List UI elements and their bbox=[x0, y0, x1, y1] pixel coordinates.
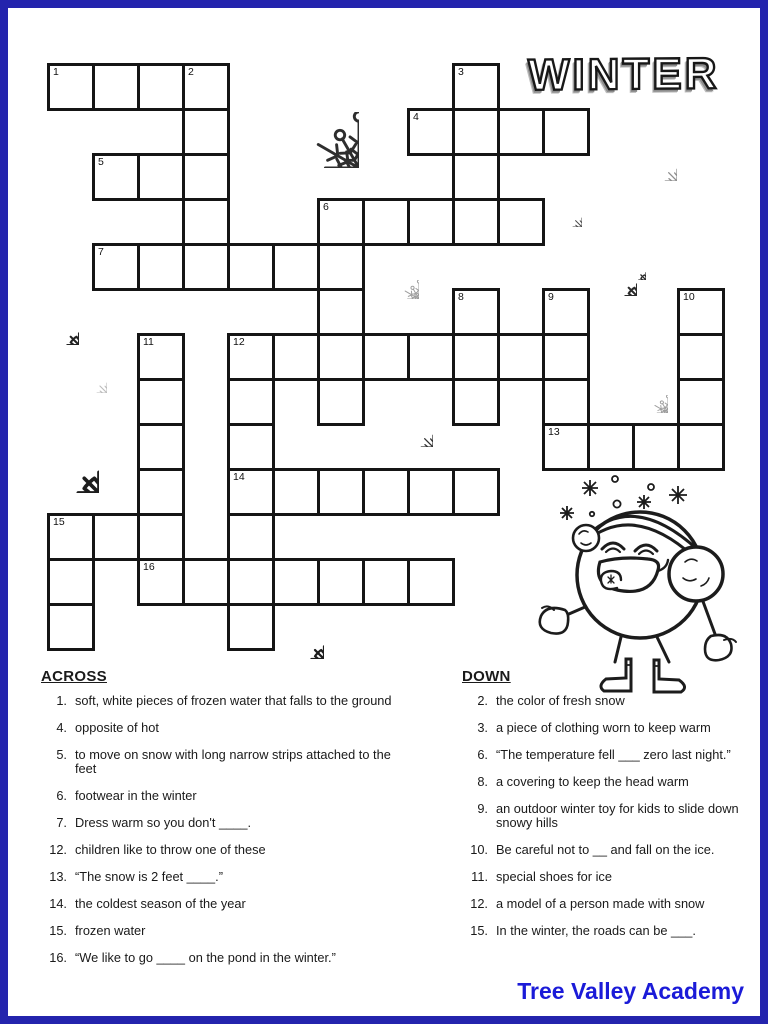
clue-number: 6 bbox=[323, 201, 329, 213]
crossword-cell bbox=[677, 423, 725, 471]
snowflake-icon bbox=[381, 261, 419, 299]
clue-text: children like to throw one of these bbox=[75, 842, 266, 857]
crossword-cell bbox=[137, 378, 185, 426]
crossword-cell bbox=[542, 288, 590, 336]
crossword-cell bbox=[272, 243, 320, 291]
crossword-cell bbox=[227, 333, 275, 381]
down-clue-item bbox=[462, 802, 752, 830]
clue-number: 3 bbox=[458, 66, 464, 78]
crossword-cell bbox=[677, 333, 725, 381]
crossword-cell bbox=[362, 333, 410, 381]
clue-number-label: 9. bbox=[477, 801, 488, 816]
crossword-cell bbox=[227, 378, 275, 426]
crossword-cell bbox=[497, 333, 545, 381]
crossword-cell bbox=[47, 63, 95, 111]
clue-number: 1 bbox=[53, 66, 59, 78]
down-clue-item bbox=[462, 843, 752, 857]
down-clue-item bbox=[462, 897, 752, 911]
clue-text: soft, white pieces of frozen water that falls to the ground bbox=[75, 693, 392, 708]
crossword-cell bbox=[182, 108, 230, 156]
crossword-cell bbox=[362, 198, 410, 246]
clue-number: 16 bbox=[143, 561, 155, 573]
crossword-cell bbox=[452, 198, 500, 246]
clue-text: to move on snow with long narrow strips attached to the feet bbox=[75, 747, 391, 776]
clue-number-label: 12. bbox=[470, 896, 488, 911]
crossword-cell bbox=[182, 558, 230, 606]
snowflake-icon bbox=[53, 319, 79, 345]
crossword-cell bbox=[137, 513, 185, 561]
crossword-cell bbox=[407, 198, 455, 246]
clue-text: opposite of hot bbox=[75, 720, 159, 735]
clue-number-label: 7. bbox=[56, 815, 67, 830]
snowflake-icon bbox=[630, 264, 646, 280]
clue-number-label: 10. bbox=[470, 842, 488, 857]
clue-number: 13 bbox=[548, 426, 560, 438]
snowflake-icon bbox=[562, 207, 582, 227]
crossword-cell bbox=[317, 288, 365, 336]
clue-number-label: 6. bbox=[56, 788, 67, 803]
clue-number-label: 13. bbox=[49, 869, 67, 884]
clue-number: 14 bbox=[233, 471, 245, 483]
clue-text: an outdoor winter toy for kids to slide down snowy hills bbox=[496, 801, 739, 830]
clue-number-label: 8. bbox=[477, 774, 488, 789]
crossword-cell bbox=[677, 288, 725, 336]
crossword-cell bbox=[452, 378, 500, 426]
crossword-cell bbox=[497, 198, 545, 246]
clue-number: 8 bbox=[458, 291, 464, 303]
crossword-cell bbox=[137, 243, 185, 291]
down-clue-item bbox=[462, 721, 752, 735]
clue-text: “The temperature fell ___ zero last night.” bbox=[496, 747, 731, 762]
down-clue-item bbox=[462, 694, 752, 708]
crossword-cell bbox=[452, 468, 500, 516]
snowflake-icon bbox=[247, 56, 359, 168]
across-clue-item bbox=[41, 721, 426, 735]
leg-right bbox=[657, 637, 669, 662]
crossword-cell bbox=[182, 198, 230, 246]
crossword-cell bbox=[227, 558, 275, 606]
crossword-cell bbox=[632, 423, 680, 471]
clue-number-label: 16. bbox=[49, 950, 67, 965]
clue-number: 11 bbox=[143, 336, 154, 348]
clue-number: 2 bbox=[188, 66, 194, 78]
snowflake-icon bbox=[85, 371, 107, 393]
crossword-cell bbox=[92, 153, 140, 201]
down-clue-item bbox=[462, 870, 752, 884]
clue-number-label: 6. bbox=[477, 747, 488, 762]
crossword-cell bbox=[272, 468, 320, 516]
clue-number-label: 4. bbox=[56, 720, 67, 735]
clue-number: 9 bbox=[548, 291, 554, 303]
crossword-cell bbox=[407, 468, 455, 516]
mitten-left-icon bbox=[540, 606, 568, 633]
clue-text: “The snow is 2 feet ____.” bbox=[75, 869, 223, 884]
down-clue-item bbox=[462, 924, 752, 938]
across-clue-item bbox=[41, 789, 426, 803]
crossword-cell bbox=[497, 108, 545, 156]
down-section bbox=[462, 668, 752, 951]
crossword-cell bbox=[47, 513, 95, 561]
clue-number-label: 3. bbox=[477, 720, 488, 735]
snowflake-icon bbox=[407, 421, 433, 447]
across-clue-item bbox=[41, 748, 426, 776]
page-title: WINTER bbox=[528, 49, 720, 100]
crossword-cell bbox=[407, 333, 455, 381]
clue-text: a covering to keep the head warm bbox=[496, 774, 689, 789]
clue-number: 12 bbox=[233, 336, 245, 348]
crossword-cell bbox=[92, 513, 140, 561]
clue-number: 4 bbox=[413, 111, 419, 123]
crossword-cell bbox=[47, 558, 95, 606]
clue-text: Be careful not to __ and fall on the ice. bbox=[496, 842, 715, 857]
mitten-right-icon bbox=[705, 635, 736, 660]
clue-number: 7 bbox=[98, 246, 104, 258]
crossword-cell bbox=[227, 243, 275, 291]
crossword-cell bbox=[362, 468, 410, 516]
crossword-cell bbox=[317, 333, 365, 381]
down-list bbox=[462, 694, 752, 938]
crossword-cell bbox=[542, 423, 590, 471]
across-clue-item bbox=[41, 870, 426, 884]
crossword-cell bbox=[452, 153, 500, 201]
crossword-cell bbox=[317, 468, 365, 516]
clue-text: a piece of clothing worn to keep warm bbox=[496, 720, 711, 735]
crossword-cell bbox=[137, 63, 185, 111]
crossword-cell bbox=[272, 333, 320, 381]
clue-text: “We like to go ____ on the pond in the winter.” bbox=[75, 950, 336, 965]
crossword-cell bbox=[92, 63, 140, 111]
crossword-cell bbox=[452, 108, 500, 156]
crossword-cell bbox=[227, 513, 275, 561]
clue-number: 5 bbox=[98, 156, 104, 168]
clue-text: the coldest season of the year bbox=[75, 896, 246, 911]
snowflake-icon bbox=[632, 377, 668, 413]
crossword-cell bbox=[137, 333, 185, 381]
crossword-cell bbox=[317, 558, 365, 606]
crossword-cell bbox=[137, 558, 185, 606]
clue-number: 15 bbox=[53, 516, 65, 528]
leg-left bbox=[615, 637, 621, 662]
crossword-cell bbox=[182, 153, 230, 201]
clue-number-label: 14. bbox=[49, 896, 67, 911]
crossword-cell bbox=[362, 558, 410, 606]
crossword-cell bbox=[587, 423, 635, 471]
clue-text: special shoes for ice bbox=[496, 869, 612, 884]
crossword-cell bbox=[407, 108, 455, 156]
clue-number-label: 2. bbox=[477, 693, 488, 708]
crossword-cell bbox=[137, 468, 185, 516]
clue-number-label: 15. bbox=[49, 923, 67, 938]
clue-text: a model of a person made with snow bbox=[496, 896, 705, 911]
crossword-cell bbox=[542, 108, 590, 156]
across-header: ACROSS bbox=[41, 668, 107, 685]
clue-text: Dress warm so you don't ____. bbox=[75, 815, 251, 830]
clue-text: the color of fresh snow bbox=[496, 693, 625, 708]
across-section bbox=[41, 668, 426, 978]
across-list bbox=[41, 694, 426, 965]
clue-text: frozen water bbox=[75, 923, 146, 938]
crossword-cell bbox=[407, 558, 455, 606]
crossword-cell bbox=[182, 63, 230, 111]
crossword-cell bbox=[182, 243, 230, 291]
down-clue-item bbox=[462, 748, 752, 762]
crossword-cell bbox=[227, 603, 275, 651]
clue-text: In the winter, the roads can be ___. bbox=[496, 923, 696, 938]
site-credit: Tree Valley Academy bbox=[517, 978, 744, 1004]
crossword-cell bbox=[227, 468, 275, 516]
across-clue-item bbox=[41, 924, 426, 938]
clue-number-label: 12. bbox=[49, 842, 67, 857]
clue-number: 10 bbox=[683, 291, 695, 303]
crossword-cell bbox=[452, 333, 500, 381]
clue-number-label: 15. bbox=[470, 923, 488, 938]
clue-number-label: 1. bbox=[56, 693, 67, 708]
crossword-cell bbox=[452, 63, 500, 111]
crossword-cell bbox=[452, 288, 500, 336]
crossword-cell bbox=[137, 423, 185, 471]
crossword-cell bbox=[137, 153, 185, 201]
clue-text: footwear in the winter bbox=[75, 788, 197, 803]
across-clue-item bbox=[41, 816, 426, 830]
across-clue-item bbox=[41, 897, 426, 911]
clue-number-label: 11. bbox=[471, 869, 488, 884]
crossword-cell bbox=[227, 423, 275, 471]
snowflake-icon bbox=[296, 631, 324, 659]
down-header: DOWN bbox=[462, 668, 511, 685]
across-clue-item bbox=[41, 694, 426, 708]
crossword-cell bbox=[272, 558, 320, 606]
crossword-cell bbox=[317, 378, 365, 426]
crossword-cell bbox=[317, 198, 365, 246]
crossword-cell bbox=[542, 378, 590, 426]
clue-number-label: 5. bbox=[56, 747, 67, 762]
across-clue-item bbox=[41, 951, 426, 965]
down-clue-item bbox=[462, 775, 752, 789]
crossword-cell bbox=[317, 243, 365, 291]
snowflake-icon bbox=[53, 447, 99, 493]
across-clue-item bbox=[41, 843, 426, 857]
crossword-cell bbox=[542, 333, 590, 381]
snowflake-icon bbox=[651, 155, 677, 181]
crossword-cell bbox=[47, 603, 95, 651]
crossword-cell bbox=[677, 378, 725, 426]
crossword-cell bbox=[92, 243, 140, 291]
